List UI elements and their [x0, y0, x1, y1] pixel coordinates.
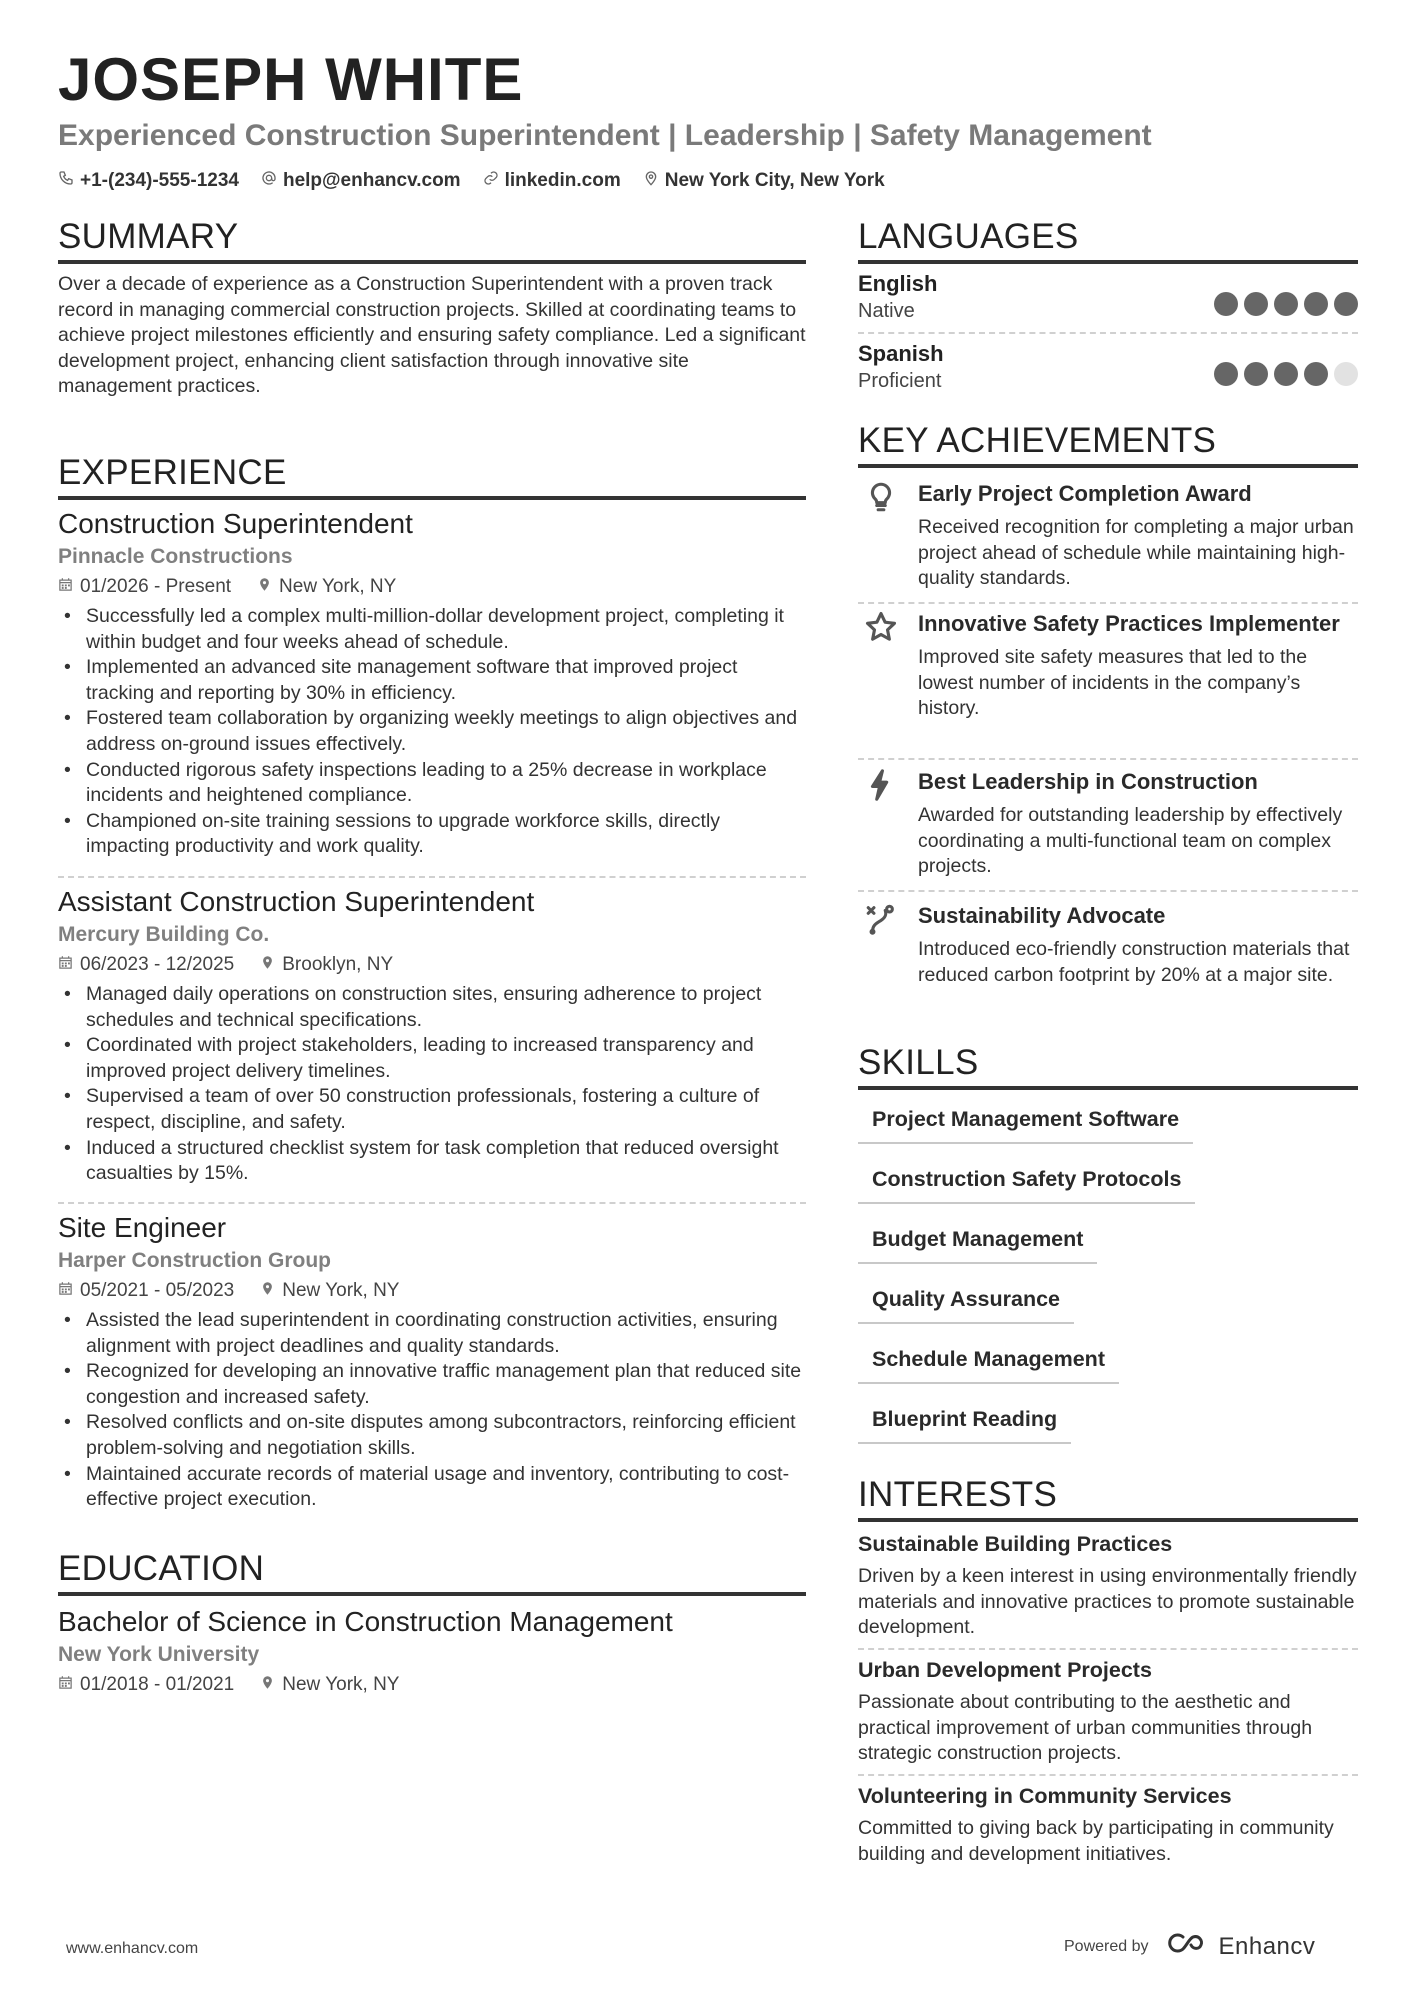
job-title: Assistant Construction Superintendent: [58, 886, 535, 917]
language-level: Native: [858, 300, 915, 322]
phone-text: +1-(234)-555-1234: [80, 170, 239, 191]
bullet-item: • Coordinated with project stakeholders, leading to increased transparency and improved project delivery timelines.: [58, 1033, 806, 1084]
job-dates: 05/2021 - 05/2023: [80, 1280, 235, 1301]
rating-dot-filled: [1274, 362, 1298, 386]
skill-tag: Construction Safety Protocols: [858, 1164, 1195, 1204]
lightbulb-icon: [864, 480, 900, 516]
job-meta: [58, 572, 806, 602]
education-meta: [58, 1670, 806, 1700]
divider: [58, 876, 806, 878]
job-meta: [58, 950, 806, 980]
rating-dot-filled: [1214, 292, 1238, 316]
brand-logo: [1163, 1930, 1316, 1963]
language-rating: [1214, 362, 1358, 386]
interest-item: [858, 1782, 1358, 1867]
bullet-item: • Managed daily operations on construction sites, ensuring adherence to project schedules and technical specifications.: [58, 982, 806, 1033]
bullet-item: • Resolved conflicts and on-site disputes among subcontractors, reinforcing efficient problem-solving and negotiation skills.: [58, 1410, 806, 1461]
calendar-icon: [58, 1670, 73, 1700]
divider: [858, 1648, 1358, 1650]
star-icon: [864, 610, 900, 646]
education-heading: EDUCATION: [58, 1548, 806, 1596]
interest-title: Urban Development Projects: [858, 1658, 1152, 1682]
linkedin-text: linkedin.com: [504, 170, 621, 191]
achievement-desc: Awarded for outstanding leadership by effectively coordinating a multi-functional team on complex projects.: [918, 804, 1343, 878]
bullet-item: • Championed on-site training sessions to upgrade workforce skills, directly impacting productivity and work quality.: [58, 809, 806, 860]
achievement-title: Early Project Completion Award: [918, 481, 1252, 506]
email-text: help@enhancv.com: [282, 170, 461, 191]
achievement-item: [858, 480, 1358, 592]
language-item: [858, 270, 1358, 330]
bolt-icon: [864, 768, 900, 804]
interest-item: [858, 1656, 1358, 1767]
interest-desc: Passionate about contributing to the aesthetic and practical improvement of urban communities through strategic construction projects.: [858, 1691, 1313, 1765]
candidate-headline: Experienced Construction Superintendent | Leadership | Safety Management: [58, 119, 1152, 152]
divider: [858, 758, 1358, 760]
job-entry: [58, 1210, 806, 1513]
interest-title: Volunteering in Community Services: [858, 1784, 1232, 1808]
bullet-item: • Induced a structured checklist system for task completion that reduced oversight casualties by 15%.: [58, 1136, 806, 1187]
achievement-title: Innovative Safety Practices Implementer: [918, 611, 1340, 636]
achievement-desc: Introduced eco-friendly construction materials that reduced carbon footprint by 20% at a major site.: [918, 938, 1350, 986]
contact-location: [643, 168, 885, 194]
summary-text: Over a decade of experience as a Construction Superintendent with a proven track record in managing commercial construction projects. Skilled at coordinating teams to achieve project milestones efficiently and ensuring safety compliance. Led a significant development project, enhancing client satisfaction through innovative site management practices.: [58, 273, 806, 398]
school-name: New York University: [58, 1643, 260, 1666]
at-icon: [261, 168, 277, 194]
experience-heading: EXPERIENCE: [58, 452, 806, 500]
location-pin-icon: [260, 1670, 275, 1700]
bullet-item: • Assisted the lead superintendent in coordinating construction activities, ensuring alignment with project deadlines and quality standards.: [58, 1308, 806, 1359]
rating-dot-filled: [1244, 362, 1268, 386]
language-item: [858, 340, 1358, 400]
job-bullets: [58, 982, 806, 1187]
rating-dot-empty: [1334, 362, 1358, 386]
footer-branding[interactable]: [1064, 1930, 1315, 1963]
rating-dot-filled: [1304, 362, 1328, 386]
degree-title: Bachelor of Science in Construction Management: [58, 1606, 673, 1637]
job-meta: [58, 1276, 806, 1306]
language-rating: [1214, 292, 1358, 316]
job-company: Mercury Building Co.: [58, 923, 270, 946]
job-title: Construction Superintendent: [58, 508, 413, 539]
phone-icon: [58, 168, 74, 194]
achievement-title: Best Leadership in Construction: [918, 769, 1258, 794]
location-pin-icon: [257, 572, 272, 602]
language-name: English: [858, 271, 938, 296]
bullet-item: • Maintained accurate records of material usage and inventory, contributing to cost-effective project execution.: [58, 1462, 806, 1513]
divider: [858, 332, 1358, 334]
interests-heading: INTERESTS: [858, 1474, 1358, 1522]
skill-tag: Project Management Software: [858, 1104, 1193, 1144]
link-icon: [483, 168, 499, 194]
rating-dot-filled: [1274, 292, 1298, 316]
job-bullets: [58, 604, 806, 860]
bullet-item: • Fostered team collaboration by organizing weekly meetings to align objectives and address on-ground issues effectively.: [58, 706, 806, 757]
divider: [858, 890, 1358, 892]
job-company: Pinnacle Constructions: [58, 545, 293, 568]
location-pin-icon: [260, 950, 275, 980]
interest-item: [858, 1530, 1358, 1641]
achievement-title: Sustainability Advocate: [918, 903, 1166, 928]
contact-email[interactable]: [261, 168, 461, 194]
calendar-icon: [58, 950, 73, 980]
job-dates: 06/2023 - 12/2025: [80, 954, 235, 975]
skill-tag: Budget Management: [858, 1224, 1097, 1264]
job-entry: [58, 506, 806, 860]
job-location: New York, NY: [279, 576, 397, 597]
brand-name: Enhancv: [1218, 1932, 1316, 1960]
contact-linkedin[interactable]: [483, 168, 621, 194]
contact-bar: [58, 168, 885, 194]
education-dates: 01/2018 - 01/2021: [80, 1674, 235, 1695]
route-icon: [864, 902, 900, 938]
calendar-icon: [58, 572, 73, 602]
interest-desc: Driven by a keen interest in using environmentally friendly materials and innovative practices to promote sustainable development.: [858, 1565, 1357, 1639]
job-title: Site Engineer: [58, 1212, 227, 1243]
bullet-item: • Conducted rigorous safety inspections leading to a 25% decrease in workplace incidents and heightened compliance.: [58, 758, 806, 809]
achievement-item: [858, 610, 1358, 722]
rating-dot-filled: [1214, 362, 1238, 386]
enhancv-logo-icon: [1163, 1930, 1211, 1963]
skill-tag: Quality Assurance: [858, 1284, 1074, 1324]
job-location: New York, NY: [282, 1280, 400, 1301]
rating-dot-filled: [1304, 292, 1328, 316]
summary-heading: SUMMARY: [58, 216, 806, 264]
achievement-item: [858, 902, 1358, 988]
job-company: Harper Construction Group: [58, 1249, 332, 1272]
divider: [858, 1774, 1358, 1776]
education-location: New York, NY: [282, 1674, 400, 1695]
skills-heading: SKILLS: [858, 1042, 1358, 1090]
achievement-desc: Improved site safety measures that led to the lowest number of incidents in the company’s history.: [918, 646, 1308, 720]
location-pin-icon: [643, 168, 659, 194]
languages-heading: LANGUAGES: [858, 216, 1358, 264]
job-dates: 01/2026 - Present: [80, 576, 232, 597]
divider: [58, 1202, 806, 1204]
job-location: Brooklyn, NY: [282, 954, 394, 975]
achievement-desc: Received recognition for completing a major urban project ahead of schedule while maintaining high-quality standards.: [918, 516, 1354, 590]
education-entry: [58, 1604, 806, 1700]
achievements-heading: KEY ACHIEVEMENTS: [858, 420, 1358, 468]
rating-dot-filled: [1244, 292, 1268, 316]
interest-title: Sustainable Building Practices: [858, 1532, 1173, 1556]
contact-phone[interactable]: [58, 168, 239, 194]
job-bullets: [58, 1308, 806, 1513]
divider: [858, 602, 1358, 604]
bullet-item: • Supervised a team of over 50 construction professionals, fostering a culture of respect, discipline, and safety.: [58, 1084, 806, 1135]
bullet-item: • Recognized for developing an innovative traffic management plan that reduced site congestion and increased safety.: [58, 1359, 806, 1410]
footer-website-link[interactable]: www.enhancv.com: [66, 1940, 199, 1957]
calendar-icon: [58, 1276, 73, 1306]
rating-dot-filled: [1334, 292, 1358, 316]
powered-by-text: Powered by: [1064, 1937, 1149, 1955]
skill-tag: Blueprint Reading: [858, 1404, 1071, 1444]
skill-tag: Schedule Management: [858, 1344, 1119, 1384]
candidate-name: JOSEPH WHITE: [58, 46, 524, 113]
location-text: New York City, New York: [664, 170, 885, 191]
language-name: Spanish: [858, 341, 944, 366]
location-pin-icon: [260, 1276, 275, 1306]
bullet-item: • Implemented an advanced site management software that improved project tracking and reporting by 30% in efficiency.: [58, 655, 806, 706]
bullet-item: • Successfully led a complex multi-million-dollar development project, completing it within budget and four weeks ahead of schedule.: [58, 604, 806, 655]
language-level: Proficient: [858, 370, 942, 392]
job-entry: [58, 884, 806, 1187]
interest-desc: Committed to giving back by participating in community building and development initiatives.: [858, 1817, 1334, 1865]
achievement-item: [858, 768, 1358, 880]
